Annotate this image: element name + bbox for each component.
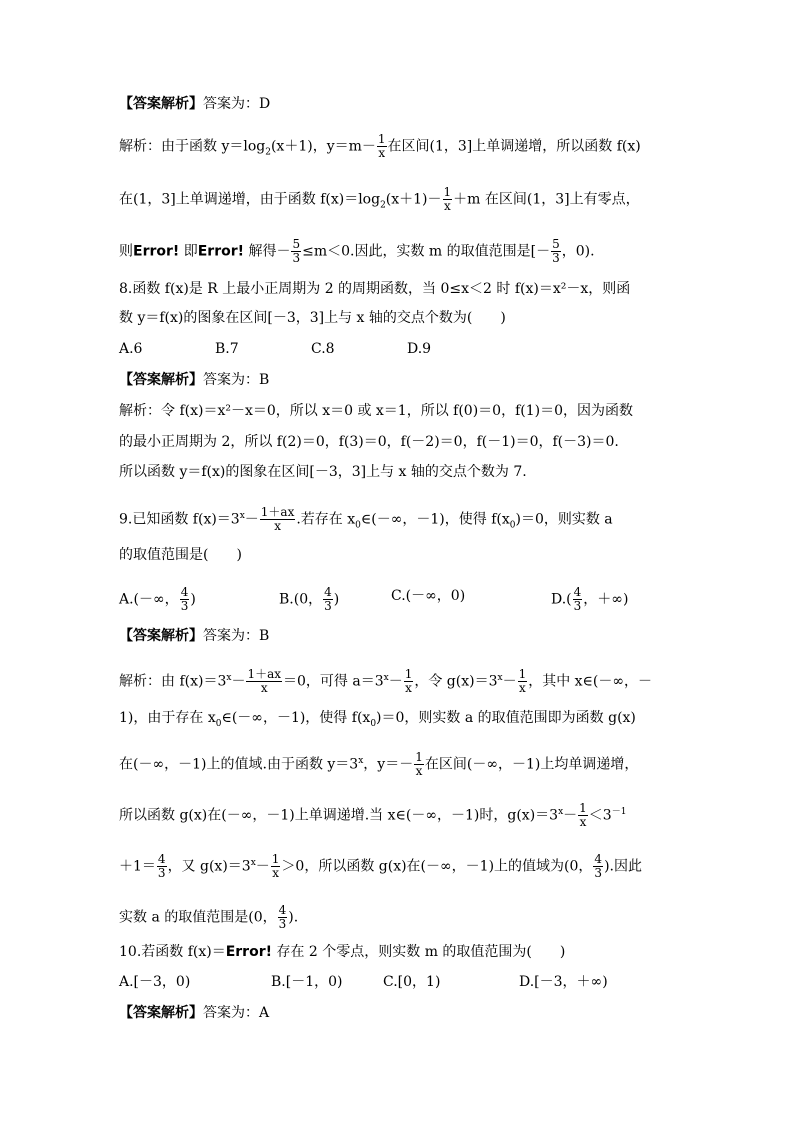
q9-solution-line-4: 所以函数 g(x)在(－∞，－1)上单调递增.当 x∈(－∞，－1)时，$g(x)=3^x-$ $\frac{1}{x}$ $<3^{-1}$ [119, 801, 627, 829]
answer-heading: 【答案解析】 [119, 96, 203, 112]
fraction: $\frac{5}{3}$ [292, 237, 301, 265]
fraction: $\frac{4}{3}$ [573, 585, 582, 613]
q10-option-b: B.[－1，0) [271, 974, 343, 990]
fraction: $\frac{1}{x}$ [404, 667, 413, 695]
q8-solution-line-1: 解析：令 f(x)＝x²－x＝0，所以 x＝0 或 x＝1，所以 f(0)＝0，f(1)＝0，因为函数 [119, 403, 634, 419]
q8-option-c: C.8 [311, 341, 335, 357]
fraction: $\frac{1}{x}$ [443, 185, 452, 213]
fraction: $\frac{1+ax}{x}$ [260, 505, 295, 533]
fraction: $\frac{1}{x}$ [518, 667, 527, 695]
fraction: $\frac{4}{3}$ [157, 852, 166, 880]
q10-answer: A [259, 1005, 270, 1021]
q9-solution-line-6: 实数 a 的取值范围是(0， $\frac{4}{3}$ ). [119, 903, 299, 931]
q8-solution-line-2: 的最小正周期为 2，所以 f(2)＝0，f(3)＝0，f(－2)＝0，f(－1)＝0，f(－3)＝0. [119, 434, 619, 450]
q9-option-b: B.(0， $\frac{4}{3}$ ) [279, 585, 340, 613]
q7-solution-line-1: 解析：由于函数 $y=\log_2(x+1)$，y＝m－ $\frac{1}{x}$ 在区间(1，3]上单调递增，所以函数 f(x) [119, 132, 641, 160]
q9-question-line-2: 的取值范围是( ) [119, 547, 242, 563]
q7-solution-line-2: 在(1，3]上单调递增，由于函数 $f(x)=\log_2(x+1)-$ $\frac{1}{x}$ ＋m 在区间(1，3]上有零点， [119, 185, 640, 213]
fraction: $\frac{1}{x}$ [415, 750, 423, 778]
q9-option-d: D.( $\frac{4}{3}$ ，＋∞) [551, 585, 629, 613]
q8-question-line-1: 8.函数 f(x)是 R 上最小正周期为 2 的周期函数，当 0≤x＜2 时 f(x)＝x²－x，则函 [119, 281, 631, 297]
fraction: $\frac{4}{3}$ [278, 903, 287, 931]
q9-option-c: C.(－∞，0) [391, 588, 466, 604]
fraction: $\frac{1}{x}$ [579, 801, 587, 829]
q8-option-b: B.7 [215, 341, 239, 357]
fraction: $\frac{1+ax}{x}$ [247, 667, 281, 695]
q10-option-c: C.[0，1) [383, 974, 441, 990]
fraction: $\frac{5}{3}$ [552, 237, 560, 265]
q9-answer-line: 【答案解析】答案为：B [119, 628, 270, 644]
q8-option-a: A.6 [119, 341, 143, 357]
q9-solution-line-5: ＋1＝ $\frac{4}{3}$ ，又 $g(x)=3^x-$ $\frac{1}{x}$ ＞0，所以函数 g(x)在(－∞，－1)上的值域为(0， $\frac{4}{3}$ ).因此 [119, 852, 642, 880]
q7-solution-line-3: 则Error! 即Error! 解得－ $\frac{5}{3}$ ≤m＜0.因此，实数 m 的取值范围是[－ $\frac{5}{3}$ ，0). [119, 237, 595, 265]
q10-option-d: D.[－3，＋∞) [519, 974, 608, 990]
q9-solution-line-1: 解析：由 $f(x)=3^x-$ $\frac{1+ax}{x}$ ＝0，可得 $a=3^x-$ $\frac{1}{x}$ ，令 $g(x)=3^x-$ $\frac{1}{x}$ ，其中 x∈(－∞，－ [119, 667, 653, 695]
q9-solution-line-2: 1)，由于存在 $x_0\in(-\infty$，－1)，使得 $f(x_0)=0$，则实数 a 的取值范围即为函数 g(x) [119, 710, 636, 729]
q9-option-a: A.(－∞， $\frac{4}{3}$ ) [119, 585, 196, 613]
q10-question-line: 10.若函数 f(x)＝Error! 存在 2 个零点，则实数 m 的取值范围为( ) [119, 944, 566, 960]
q8-answer-line: 【答案解析】答案为：B [119, 372, 270, 388]
q10-answer-line: 【答案解析】答案为：A [119, 1005, 270, 1021]
q10-option-a: A.[－3，0) [119, 974, 191, 990]
q7-answer: D [259, 96, 271, 112]
fraction: $\frac{4}{3}$ [594, 852, 603, 880]
q8-option-d: D.9 [407, 341, 432, 357]
fraction: $\frac{1}{x}$ [377, 132, 386, 160]
q8-question-line-2: 数 y＝f(x)的图象在区间[－3，3]上与 x 轴的交点个数为( ) [119, 310, 506, 326]
q8-answer: B [259, 372, 270, 388]
q9-question-line-1: 9.已知函数 $f(x)=3^x-$ $\frac{1+ax}{x}$ .若存在 $x_0\in(-\infty$，－1)，使得 $f(x_0)=0$，则实数 a [119, 505, 613, 533]
q9-solution-line-3: 在(－∞，－1)上的值域.由于函数 $y=3^x$，y＝－ $\frac{1}{x}$ 在区间(－∞，－1)上均单调递增， [119, 750, 639, 778]
q7-answer-line: 【答案解析】答案为：D [119, 96, 271, 112]
fraction: $\frac{4}{3}$ [180, 585, 189, 613]
q8-solution-line-3: 所以函数 y＝f(x)的图象在区间[－3，3]上与 x 轴的交点个数为 7. [119, 464, 527, 480]
q9-answer: B [259, 628, 270, 644]
fraction: $\frac{1}{x}$ [271, 852, 280, 880]
fraction: $\frac{4}{3}$ [324, 585, 332, 613]
